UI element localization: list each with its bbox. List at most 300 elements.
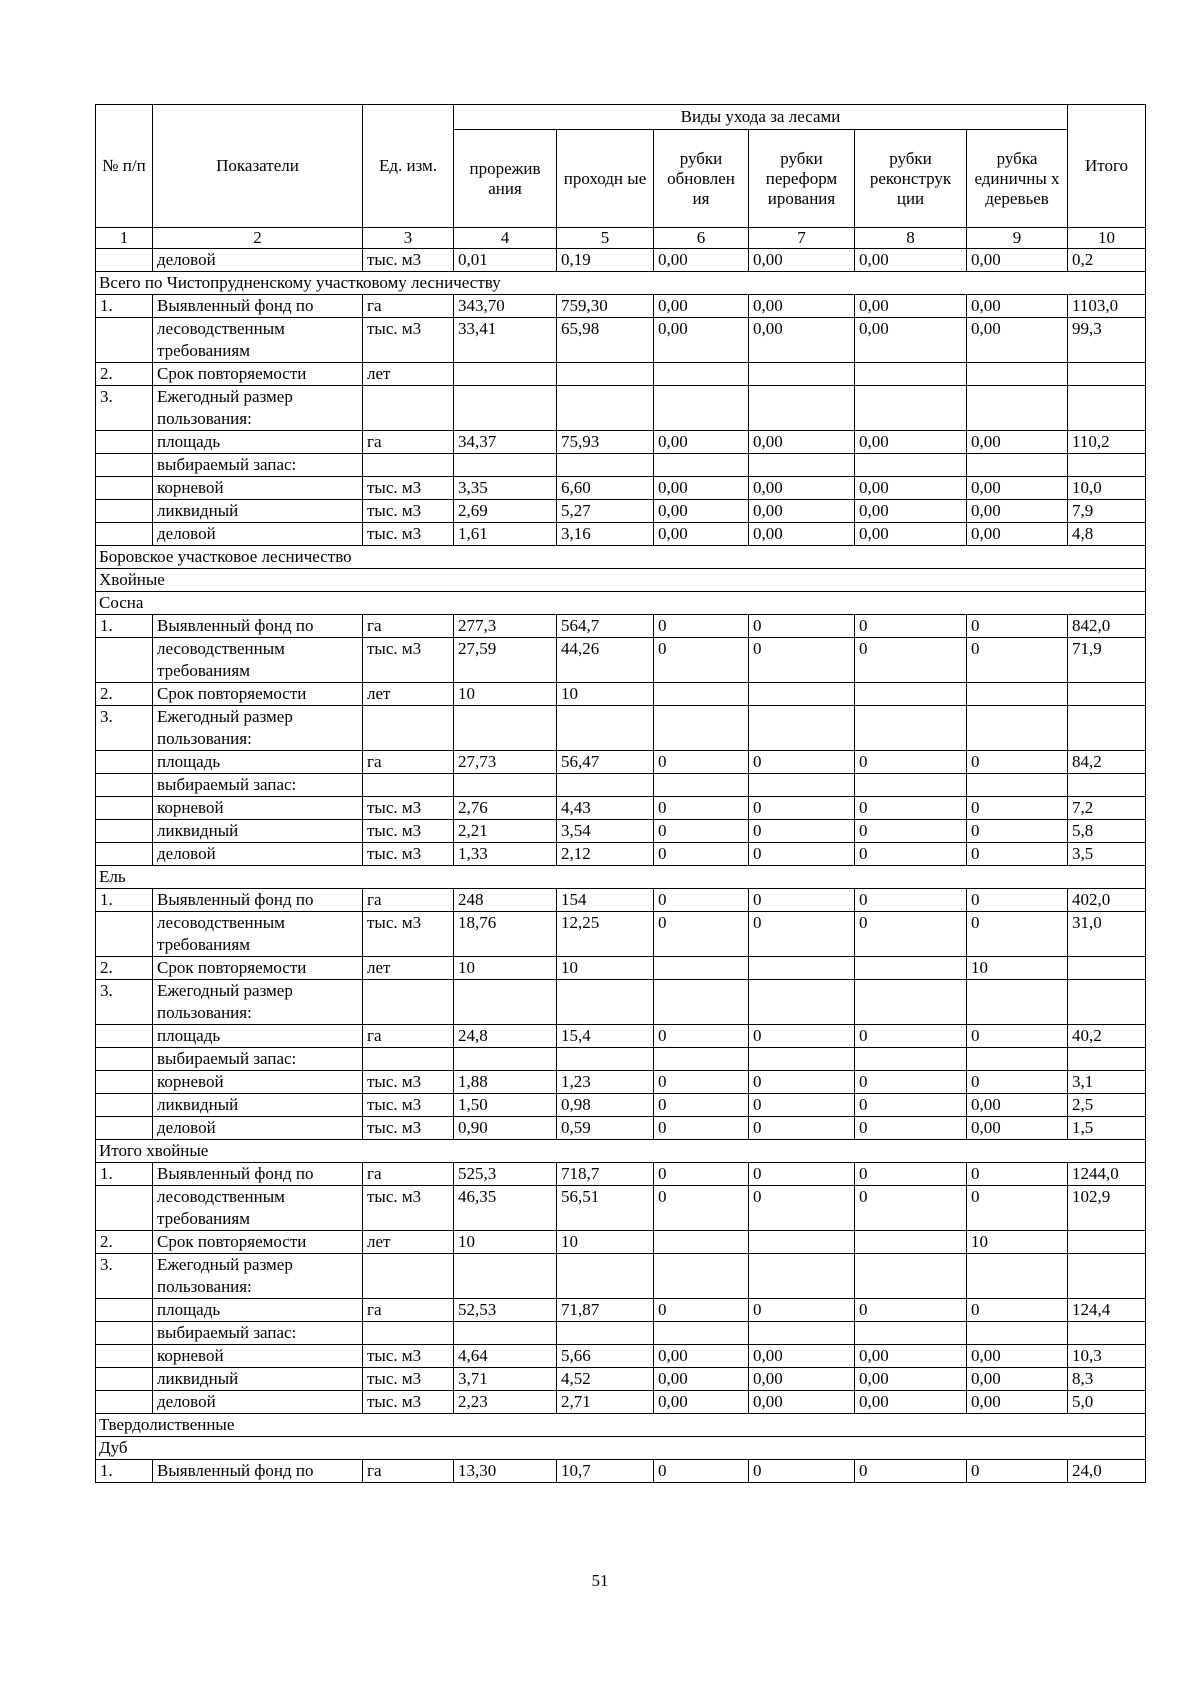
- header-type-passing: проходн ые: [557, 130, 654, 228]
- table-row: [96, 706, 1146, 751]
- table-cell: 0: [749, 1071, 855, 1094]
- header-type-single-tree: рубка единичны х деревьев: [967, 130, 1068, 228]
- table-cell: [363, 1048, 454, 1071]
- table-cell: Ежегодный размер пользования:: [153, 1254, 363, 1299]
- table-cell: [454, 386, 557, 431]
- table-cell: [967, 1322, 1068, 1345]
- column-number-row: [96, 228, 1146, 249]
- table-cell: 1103,0: [1068, 295, 1146, 318]
- table-cell: площадь: [153, 1299, 363, 1322]
- section-title: Итого хвойные: [96, 1140, 1146, 1163]
- table-cell: тыс. м3: [363, 1368, 454, 1391]
- table-cell: 0: [749, 820, 855, 843]
- table-cell: [967, 363, 1068, 386]
- table-cell: [855, 683, 967, 706]
- table-cell: [1068, 1048, 1146, 1071]
- table-cell: 0,00: [749, 249, 855, 272]
- header-row-group: [96, 105, 1146, 130]
- table-cell: 10: [557, 1231, 654, 1254]
- table-cell: [749, 363, 855, 386]
- table-row: [96, 980, 1146, 1025]
- table-cell: ликвидный: [153, 1368, 363, 1391]
- table-cell: 0,00: [855, 500, 967, 523]
- table-cell: 71,87: [557, 1299, 654, 1322]
- table-cell: 13,30: [454, 1460, 557, 1483]
- table-cell: [557, 706, 654, 751]
- table-cell: 0,00: [855, 477, 967, 500]
- table-row: [96, 1048, 1146, 1071]
- table-row: [96, 1254, 1146, 1299]
- table-row: [96, 1460, 1146, 1483]
- table-cell: 10: [967, 957, 1068, 980]
- table-cell: 0,00: [967, 500, 1068, 523]
- table-cell: [557, 363, 654, 386]
- table-cell: [749, 957, 855, 980]
- table-cell: 8,3: [1068, 1368, 1146, 1391]
- table-cell: [363, 386, 454, 431]
- table-cell: [557, 1048, 654, 1071]
- table-cell: 1,23: [557, 1071, 654, 1094]
- table-cell: 31,0: [1068, 912, 1146, 957]
- table-cell: 0: [855, 615, 967, 638]
- header-total: Итого: [1068, 105, 1146, 228]
- table-cell: лесоводственным требованиям: [153, 638, 363, 683]
- table-cell: 0: [749, 1460, 855, 1483]
- table-cell: 0: [855, 1117, 967, 1140]
- table-cell: 0: [749, 615, 855, 638]
- table-row: [96, 249, 1146, 272]
- table-cell: площадь: [153, 751, 363, 774]
- table-cell: 99,3: [1068, 318, 1146, 363]
- table-cell: 3.: [96, 386, 153, 431]
- header-type-reconstruction: рубки реконструк ции: [855, 130, 967, 228]
- table-cell: 1.: [96, 889, 153, 912]
- table-cell: выбираемый запас:: [153, 774, 363, 797]
- table-cell: 0: [967, 1460, 1068, 1483]
- table-cell: 0,00: [749, 295, 855, 318]
- table-cell: 5,8: [1068, 820, 1146, 843]
- table-cell: 759,30: [557, 295, 654, 318]
- table-cell: [654, 363, 749, 386]
- table-cell: 0,00: [967, 1094, 1068, 1117]
- table-cell: [96, 249, 153, 272]
- table-cell: [749, 774, 855, 797]
- column-number-cell: 4: [454, 228, 557, 249]
- table-cell: [967, 980, 1068, 1025]
- table-cell: выбираемый запас:: [153, 454, 363, 477]
- table-cell: 718,7: [557, 1163, 654, 1186]
- table-cell: 0: [654, 1460, 749, 1483]
- table-cell: ликвидный: [153, 1094, 363, 1117]
- table-cell: [967, 683, 1068, 706]
- table-cell: [654, 706, 749, 751]
- table-cell: 0: [654, 912, 749, 957]
- table-cell: [96, 1117, 153, 1140]
- table-cell: [96, 431, 153, 454]
- table-cell: 343,70: [454, 295, 557, 318]
- section-header-row: [96, 592, 1146, 615]
- table-cell: 842,0: [1068, 615, 1146, 638]
- table-row: [96, 957, 1146, 980]
- table-cell: 44,26: [557, 638, 654, 683]
- table-cell: 0,00: [749, 318, 855, 363]
- table-cell: 0: [654, 1299, 749, 1322]
- table-cell: Срок повторяемости: [153, 683, 363, 706]
- table-cell: [1068, 1254, 1146, 1299]
- table-cell: [967, 454, 1068, 477]
- table-cell: [454, 1254, 557, 1299]
- table-cell: деловой: [153, 843, 363, 866]
- table-cell: [96, 500, 153, 523]
- table-cell: [96, 523, 153, 546]
- table-cell: [749, 683, 855, 706]
- table-cell: 3.: [96, 706, 153, 751]
- table-cell: 0: [967, 638, 1068, 683]
- table-cell: Выявленный фонд по: [153, 295, 363, 318]
- table-cell: [96, 774, 153, 797]
- table-cell: 0: [654, 820, 749, 843]
- table-cell: [749, 1048, 855, 1071]
- table-cell: лет: [363, 683, 454, 706]
- table-cell: [96, 843, 153, 866]
- table-cell: 10,0: [1068, 477, 1146, 500]
- section-title: Ель: [96, 866, 1146, 889]
- table-cell: 3,5: [1068, 843, 1146, 866]
- table-cell: 4,8: [1068, 523, 1146, 546]
- table-cell: 0,00: [967, 523, 1068, 546]
- table-cell: тыс. м3: [363, 1071, 454, 1094]
- table-cell: 15,4: [557, 1025, 654, 1048]
- table-cell: [855, 363, 967, 386]
- table-cell: 0: [855, 1163, 967, 1186]
- table-cell: 27,59: [454, 638, 557, 683]
- table-cell: [96, 1345, 153, 1368]
- table-cell: [454, 774, 557, 797]
- table-cell: [96, 1299, 153, 1322]
- table-cell: 10: [557, 957, 654, 980]
- section-header-row: [96, 866, 1146, 889]
- table-cell: 0: [967, 912, 1068, 957]
- table-cell: 0: [749, 889, 855, 912]
- table-cell: Срок повторяемости: [153, 957, 363, 980]
- table-row: [96, 1025, 1146, 1048]
- table-cell: [454, 706, 557, 751]
- section-title: Твердолиственные: [96, 1414, 1146, 1437]
- table-row: [96, 1231, 1146, 1254]
- table-cell: [363, 706, 454, 751]
- table-cell: [454, 1322, 557, 1345]
- table-cell: 102,9: [1068, 1186, 1146, 1231]
- header-num: № п/п: [96, 105, 153, 228]
- table-cell: деловой: [153, 1117, 363, 1140]
- table-cell: 6,60: [557, 477, 654, 500]
- table-cell: 10,7: [557, 1460, 654, 1483]
- table-cell: 0: [749, 1163, 855, 1186]
- table-cell: 3,16: [557, 523, 654, 546]
- table-row: [96, 318, 1146, 363]
- table-cell: 5,0: [1068, 1391, 1146, 1414]
- table-body: [96, 249, 1146, 1483]
- table-cell: 0,00: [967, 1391, 1068, 1414]
- table-cell: 0,00: [654, 295, 749, 318]
- table-cell: 0: [855, 912, 967, 957]
- table-cell: 10: [557, 683, 654, 706]
- table-cell: 0: [855, 638, 967, 683]
- table-cell: 124,4: [1068, 1299, 1146, 1322]
- table-cell: 7,2: [1068, 797, 1146, 820]
- table-cell: деловой: [153, 249, 363, 272]
- table-cell: тыс. м3: [363, 500, 454, 523]
- column-number-cell: 7: [749, 228, 855, 249]
- table-cell: 0: [749, 912, 855, 957]
- table-cell: тыс. м3: [363, 638, 454, 683]
- table-cell: корневой: [153, 1345, 363, 1368]
- table-cell: [363, 1322, 454, 1345]
- column-number-cell: 8: [855, 228, 967, 249]
- table-cell: 3,71: [454, 1368, 557, 1391]
- table-cell: 0: [967, 1025, 1068, 1048]
- table-cell: 84,2: [1068, 751, 1146, 774]
- table-cell: [96, 797, 153, 820]
- table-cell: 5,66: [557, 1345, 654, 1368]
- table-cell: 3,1: [1068, 1071, 1146, 1094]
- table-cell: 1,50: [454, 1094, 557, 1117]
- table-cell: [96, 1322, 153, 1345]
- table-cell: 0,90: [454, 1117, 557, 1140]
- table-cell: 2.: [96, 957, 153, 980]
- table-cell: лет: [363, 1231, 454, 1254]
- table-cell: 0,59: [557, 1117, 654, 1140]
- table-cell: [96, 1048, 153, 1071]
- table-cell: выбираемый запас:: [153, 1048, 363, 1071]
- table-cell: 0,01: [454, 249, 557, 272]
- table-cell: 0,00: [855, 523, 967, 546]
- table-cell: ликвидный: [153, 500, 363, 523]
- table-row: [96, 1345, 1146, 1368]
- table-cell: [96, 751, 153, 774]
- table-cell: 0: [749, 843, 855, 866]
- table-cell: 1.: [96, 295, 153, 318]
- table-cell: [96, 638, 153, 683]
- column-number-cell: 3: [363, 228, 454, 249]
- table-cell: 0: [967, 1163, 1068, 1186]
- table-row: [96, 1071, 1146, 1094]
- table-cell: 0,00: [855, 431, 967, 454]
- table-cell: 0: [654, 1025, 749, 1048]
- table-cell: 40,2: [1068, 1025, 1146, 1048]
- header-care-types-group: Виды ухода за лесами: [454, 105, 1068, 130]
- table-cell: [557, 454, 654, 477]
- section-title: Дуб: [96, 1437, 1146, 1460]
- table-cell: [654, 683, 749, 706]
- table-cell: 2.: [96, 363, 153, 386]
- table-cell: площадь: [153, 1025, 363, 1048]
- table-cell: 1.: [96, 615, 153, 638]
- table-cell: 0: [967, 797, 1068, 820]
- table-cell: 10,3: [1068, 1345, 1146, 1368]
- table-cell: 0: [967, 1299, 1068, 1322]
- table-cell: 0: [749, 1025, 855, 1048]
- table-cell: [1068, 386, 1146, 431]
- table-cell: Срок повторяемости: [153, 363, 363, 386]
- table-cell: 3,35: [454, 477, 557, 500]
- table-cell: га: [363, 1299, 454, 1322]
- table-cell: [96, 477, 153, 500]
- header-indicator: Показатели: [153, 105, 363, 228]
- table-cell: 0,00: [967, 431, 1068, 454]
- table-cell: 0,00: [855, 318, 967, 363]
- table-cell: 277,3: [454, 615, 557, 638]
- section-title: Сосна: [96, 592, 1146, 615]
- column-number-cell: 2: [153, 228, 363, 249]
- table-cell: [454, 980, 557, 1025]
- table-cell: 0,00: [749, 500, 855, 523]
- table-cell: [454, 1048, 557, 1071]
- table-cell: 2,71: [557, 1391, 654, 1414]
- table-cell: 0,00: [654, 431, 749, 454]
- table-cell: [749, 386, 855, 431]
- table-cell: [855, 386, 967, 431]
- table-cell: 0: [749, 638, 855, 683]
- section-title: Всего по Чистопрудненскому участковому лесничеству: [96, 272, 1146, 295]
- table-cell: 2,23: [454, 1391, 557, 1414]
- table-cell: лет: [363, 363, 454, 386]
- table-row: [96, 477, 1146, 500]
- table-cell: 52,53: [454, 1299, 557, 1322]
- table-cell: лет: [363, 957, 454, 980]
- table-cell: 0: [654, 751, 749, 774]
- table-row: [96, 363, 1146, 386]
- table-cell: Выявленный фонд по: [153, 1460, 363, 1483]
- table-row: [96, 431, 1146, 454]
- table-row: [96, 797, 1146, 820]
- table-cell: 0: [967, 1186, 1068, 1231]
- table-cell: 0: [749, 1117, 855, 1140]
- table-cell: [96, 1094, 153, 1117]
- table-cell: 1.: [96, 1163, 153, 1186]
- table-cell: 0: [967, 615, 1068, 638]
- table-cell: 402,0: [1068, 889, 1146, 912]
- table-cell: 0: [855, 1071, 967, 1094]
- table-cell: 0,00: [654, 318, 749, 363]
- table-cell: тыс. м3: [363, 318, 454, 363]
- table-cell: 56,51: [557, 1186, 654, 1231]
- column-number-cell: 1: [96, 228, 153, 249]
- table-cell: [96, 318, 153, 363]
- table-cell: 3.: [96, 980, 153, 1025]
- table-cell: корневой: [153, 1071, 363, 1094]
- table-cell: 0,00: [654, 1391, 749, 1414]
- table-cell: [1068, 454, 1146, 477]
- forest-care-table: [95, 104, 1146, 1483]
- table-cell: [1068, 363, 1146, 386]
- table-row: [96, 820, 1146, 843]
- table-cell: 0,00: [749, 1345, 855, 1368]
- table-row: [96, 889, 1146, 912]
- table-cell: [855, 957, 967, 980]
- table-row: [96, 751, 1146, 774]
- table-cell: [967, 774, 1068, 797]
- table-cell: га: [363, 1163, 454, 1186]
- table-cell: га: [363, 431, 454, 454]
- table-cell: 12,25: [557, 912, 654, 957]
- table-cell: 110,2: [1068, 431, 1146, 454]
- table-row: [96, 683, 1146, 706]
- table-cell: га: [363, 751, 454, 774]
- table-cell: 0,2: [1068, 249, 1146, 272]
- table-cell: тыс. м3: [363, 249, 454, 272]
- table-cell: 0,00: [749, 431, 855, 454]
- header-type-thinning: прорежив ания: [454, 130, 557, 228]
- table-cell: [749, 706, 855, 751]
- column-number-cell: 5: [557, 228, 654, 249]
- table-row: [96, 295, 1146, 318]
- table-cell: 154: [557, 889, 654, 912]
- table-cell: га: [363, 1460, 454, 1483]
- table-cell: [855, 1254, 967, 1299]
- table-row: [96, 454, 1146, 477]
- table-cell: [654, 1231, 749, 1254]
- table-cell: [557, 774, 654, 797]
- table-cell: 0,00: [855, 249, 967, 272]
- table-cell: 3.: [96, 1254, 153, 1299]
- table-cell: 0,00: [654, 477, 749, 500]
- table-cell: 24,0: [1068, 1460, 1146, 1483]
- table-cell: [96, 1368, 153, 1391]
- table-cell: [967, 706, 1068, 751]
- table-cell: [96, 1071, 153, 1094]
- table-cell: [96, 1025, 153, 1048]
- table-cell: га: [363, 1025, 454, 1048]
- table-cell: 0: [654, 1117, 749, 1140]
- table-cell: [654, 1048, 749, 1071]
- table-cell: 0: [654, 843, 749, 866]
- table-cell: 248: [454, 889, 557, 912]
- table-cell: га: [363, 615, 454, 638]
- table-row: [96, 1186, 1146, 1231]
- table-cell: Ежегодный размер пользования:: [153, 386, 363, 431]
- table-cell: [749, 454, 855, 477]
- table-cell: 0: [967, 751, 1068, 774]
- table-cell: 0,00: [654, 500, 749, 523]
- table-cell: 1244,0: [1068, 1163, 1146, 1186]
- table-cell: [855, 1048, 967, 1071]
- table-row: [96, 1368, 1146, 1391]
- table-cell: [1068, 774, 1146, 797]
- table-cell: 4,43: [557, 797, 654, 820]
- section-header-row: [96, 1437, 1146, 1460]
- table-cell: 24,8: [454, 1025, 557, 1048]
- table-cell: 2.: [96, 683, 153, 706]
- table-cell: [557, 386, 654, 431]
- table-cell: [96, 1391, 153, 1414]
- table-cell: тыс. м3: [363, 797, 454, 820]
- table-row: [96, 1094, 1146, 1117]
- table-cell: [654, 386, 749, 431]
- section-header-row: [96, 546, 1146, 569]
- section-title: Боровское участковое лесничество: [96, 546, 1146, 569]
- table-cell: 2,12: [557, 843, 654, 866]
- table-cell: 564,7: [557, 615, 654, 638]
- table-row: [96, 843, 1146, 866]
- table-cell: [967, 1048, 1068, 1071]
- table-cell: [654, 1254, 749, 1299]
- table-cell: 2,21: [454, 820, 557, 843]
- table-cell: [654, 1322, 749, 1345]
- table-cell: [1068, 683, 1146, 706]
- table-cell: [654, 980, 749, 1025]
- page-number: 51: [591, 1571, 609, 1590]
